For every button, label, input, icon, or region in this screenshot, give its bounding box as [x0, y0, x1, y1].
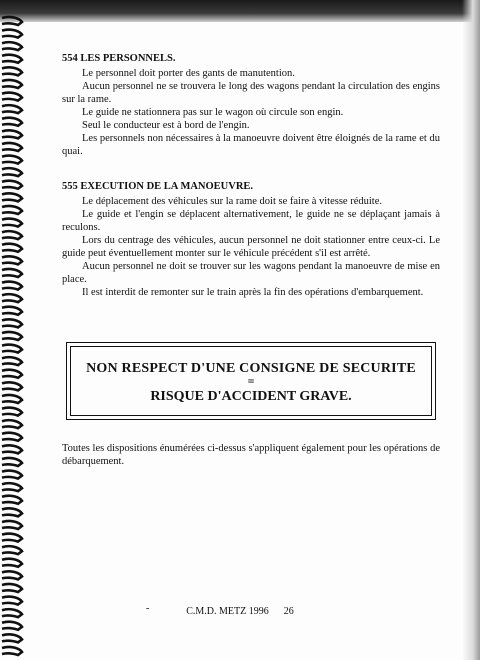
- section-555-paragraph: Le déplacement des véhicules sur la rame doit se faire à vitesse réduite.: [82, 196, 382, 207]
- spiral-coil: [2, 622, 22, 630]
- section-555: [62, 180, 440, 299]
- spiral-coil: [2, 597, 22, 605]
- spiral-coil: [2, 496, 22, 504]
- spiral-coil: [2, 571, 22, 579]
- closing-text: Toutes les dispositions énumérées ci-dessus s'appliquent également pour les opérations de débarquement.: [62, 443, 440, 467]
- spiral-coil: [2, 55, 22, 63]
- spiral-coil: [2, 294, 22, 302]
- spiral-coil: [2, 93, 22, 101]
- spiral-coil: [2, 168, 22, 176]
- spiral-coil: [2, 219, 22, 227]
- safety-warning-inner-border: [70, 346, 432, 416]
- spiral-coil: [2, 370, 22, 378]
- spiral-coil: [2, 282, 22, 290]
- page-number: 26: [283, 606, 294, 617]
- spiral-coil: [2, 206, 22, 214]
- spiral-coil: [2, 584, 22, 592]
- spiral-binding: [0, 14, 28, 660]
- spiral-coil: [2, 193, 22, 201]
- section-555-paragraph: Aucun personnel ne doit se trouver sur les wagons pendant la manoeuvre de mise en place.: [62, 261, 440, 285]
- section-554: [62, 52, 440, 158]
- warning-equals: =: [247, 374, 255, 388]
- footer-source: C.M.D. METZ 1996: [186, 606, 269, 617]
- spiral-coil: [2, 408, 22, 416]
- spiral-coil: [2, 534, 22, 542]
- spiral-coil: [2, 118, 22, 126]
- section-554-paragraph: Le guide ne stationnera pas sur le wagon où circule son engin.: [82, 107, 344, 118]
- section-554-heading: 554 LES PERSONNELS.: [62, 53, 176, 64]
- spiral-coil: [2, 559, 22, 567]
- spiral-coil: [2, 156, 22, 164]
- spiral-coil: [2, 17, 22, 25]
- scan-right-shadow: [462, 0, 480, 660]
- spiral-coil: [2, 445, 22, 453]
- scan-top-edge: [0, 0, 480, 22]
- section-555-paragraph: Lors du centrage des véhicules, aucun personnel ne doit stationner entre ceux-ci. Le guide peut éventuellement monter sur le véhicule précédent s'il est arrêté.: [62, 235, 440, 259]
- spiral-coil: [2, 546, 22, 554]
- warning-line-1: NON RESPECT D'UNE CONSIGNE DE SECURITE: [86, 361, 416, 376]
- section-555-paragraph: Il est interdit de remonter sur le train après la fin des opérations d'embarquement.: [82, 287, 424, 298]
- spiral-coil: [2, 521, 22, 529]
- spiral-coil: [2, 181, 22, 189]
- spiral-coil: [2, 332, 22, 340]
- spiral-coil: [2, 433, 22, 441]
- warning-line-2: RISQUE D'ACCIDENT GRAVE.: [150, 389, 352, 404]
- section-554-paragraph: Aucun personnel ne se trouvera le long des wagons pendant la circulation des engins sur la rame.: [62, 81, 440, 105]
- spiral-coil: [2, 345, 22, 353]
- section-555-paragraph: Le guide et l'engin se déplacent alternativement, le guide ne se déplaçant jamais à reculons.: [62, 209, 440, 233]
- section-554-paragraph: Le personnel doit porter des gants de manutention.: [82, 68, 295, 79]
- spiral-coil: [2, 420, 22, 428]
- spiral-coil: [2, 395, 22, 403]
- section-554-paragraph: Seul le conducteur est à bord de l'engin.: [82, 120, 250, 131]
- spiral-coil: [2, 231, 22, 239]
- spiral-coil: [2, 634, 22, 642]
- section-555-heading: 555 EXECUTION DE LA MANOEUVRE.: [62, 181, 254, 192]
- spiral-coil: [2, 80, 22, 88]
- section-554-paragraph: Les personnels non nécessaires à la manoeuvre doivent être éloignés de la rame et du quai.: [62, 133, 440, 157]
- spiral-coil: [2, 357, 22, 365]
- spiral-coil: [2, 647, 22, 655]
- spiral-coil: [2, 307, 22, 315]
- spiral-coil: [2, 244, 22, 252]
- footer-dash: -: [146, 603, 150, 614]
- spiral-coil: [2, 471, 22, 479]
- spiral-coil: [2, 143, 22, 151]
- spiral-coil: [2, 508, 22, 516]
- spiral-coil: [2, 256, 22, 264]
- safety-warning-box: [66, 342, 436, 420]
- spiral-coil: [2, 458, 22, 466]
- spiral-coil: [2, 319, 22, 327]
- closing-paragraph: [62, 442, 440, 468]
- page-footer: [0, 606, 480, 617]
- spiral-coil: [2, 382, 22, 390]
- spiral-coil: [2, 42, 22, 50]
- spiral-coil: [2, 30, 22, 38]
- spiral-coil: [2, 105, 22, 113]
- spiral-coil: [2, 483, 22, 491]
- spiral-coil: [2, 67, 22, 75]
- spiral-coil: [2, 269, 22, 277]
- spiral-coil: [2, 130, 22, 138]
